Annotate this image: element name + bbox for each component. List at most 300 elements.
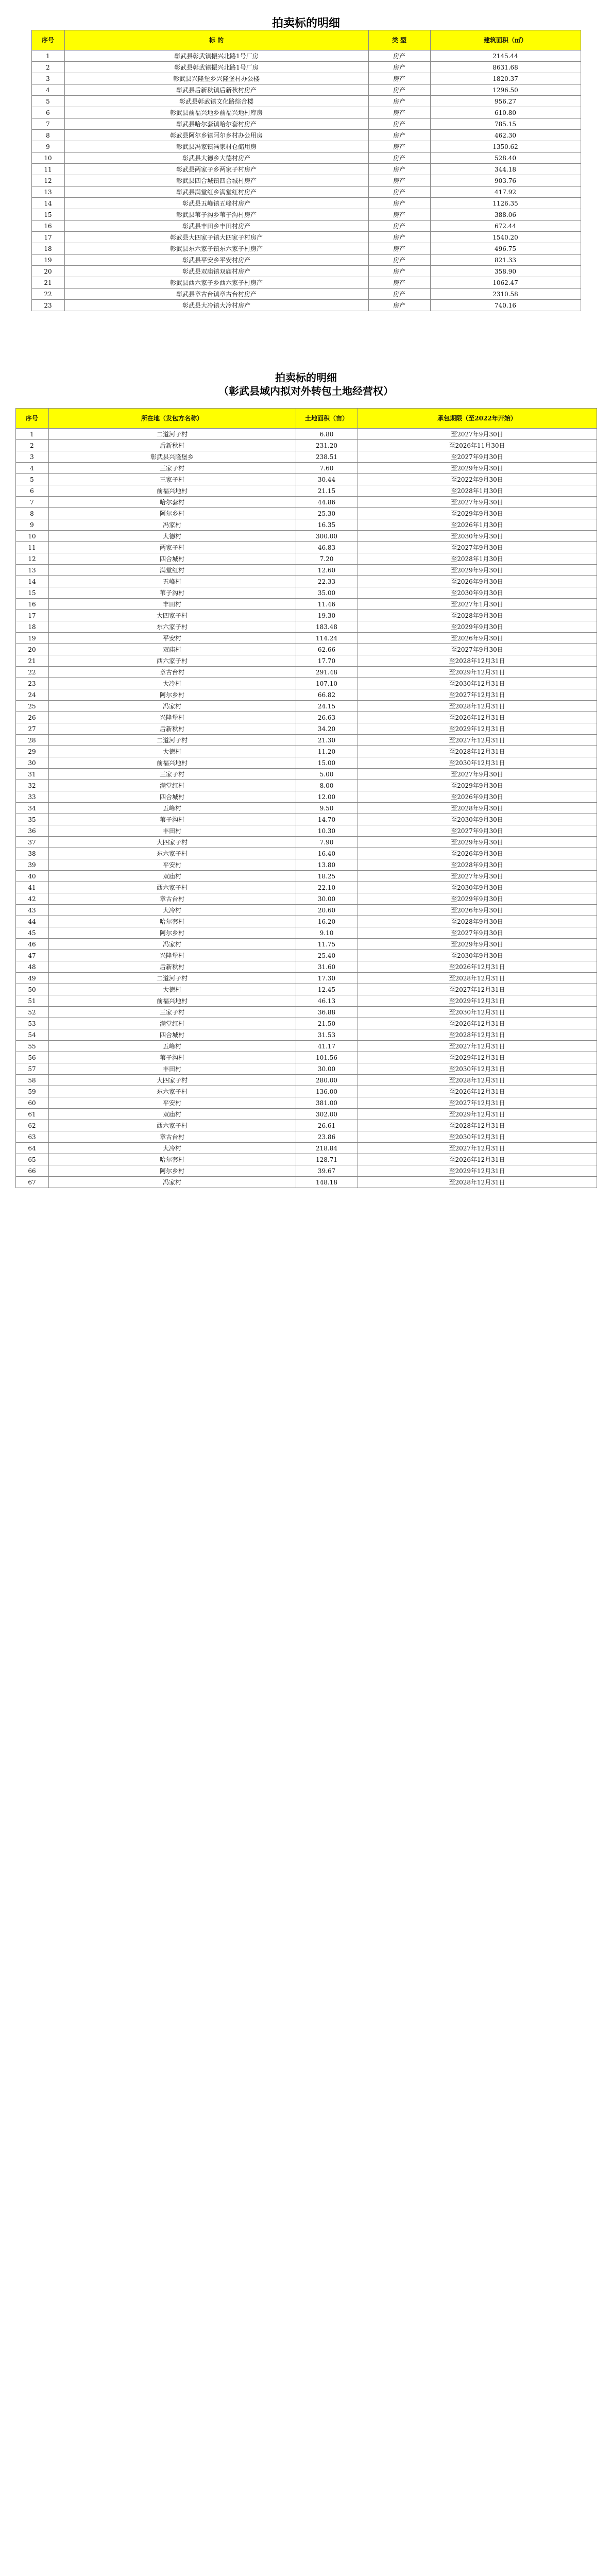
table-row <box>15 712 597 723</box>
item-type: 房产 <box>368 164 430 175</box>
item-type: 房产 <box>368 187 430 198</box>
lease-term: 至2027年12月31日 <box>358 689 597 701</box>
lease-term: 至2030年12月31日 <box>358 1063 597 1075</box>
lease-area: 30.00 <box>296 893 358 905</box>
lease-term: 至2028年12月31日 <box>358 746 597 757</box>
table2-header-row <box>15 409 597 429</box>
item-name: 彰武县后新秋镇后新秋村房产 <box>64 84 368 96</box>
table-row <box>31 289 581 300</box>
lease-term: 至2029年12月31日 <box>358 1052 597 1063</box>
row-number: 9 <box>31 141 64 152</box>
table2-subtitle: （彰武县域内拟对外转包土地经营权） <box>218 385 394 397</box>
item-type: 房产 <box>368 152 430 164</box>
table1-header-no: 序号 <box>31 30 64 50</box>
lease-area: 183.48 <box>296 621 358 633</box>
table-row <box>15 848 597 859</box>
lease-area: 291.48 <box>296 667 358 678</box>
section-gap <box>0 311 612 368</box>
lease-area: 17.70 <box>296 655 358 667</box>
lease-area: 44.86 <box>296 497 358 508</box>
row-number: 33 <box>15 791 48 803</box>
lease-area: 107.10 <box>296 678 358 689</box>
item-name: 彰武县东六家子镇东六家子村房产 <box>64 243 368 255</box>
table2-title: 拍卖标的明细 <box>275 371 337 384</box>
table-row <box>15 689 597 701</box>
item-name: 彰武县西六家子乡西六家子村房产 <box>64 277 368 289</box>
row-number: 22 <box>31 289 64 300</box>
row-number: 46 <box>15 939 48 950</box>
table-row <box>15 701 597 712</box>
lease-area: 16.40 <box>296 848 358 859</box>
lease-place: 阿尔乡村 <box>48 1165 296 1177</box>
item-type: 房产 <box>368 209 430 221</box>
table-row <box>15 508 597 519</box>
lease-term: 至2029年9月30日 <box>358 939 597 950</box>
item-area: 740.16 <box>430 300 581 311</box>
table-row <box>15 440 597 451</box>
lease-area: 11.46 <box>296 599 358 610</box>
table-row <box>31 96 581 107</box>
item-name: 彰武县冯家镇冯家村仓储用房 <box>64 141 368 152</box>
table-row <box>15 769 597 780</box>
lease-area: 20.60 <box>296 905 358 916</box>
lease-term: 至2030年9月30日 <box>358 882 597 893</box>
lease-place: 四合城村 <box>48 553 296 565</box>
lease-area: 12.60 <box>296 565 358 576</box>
lease-place: 二道河子村 <box>48 429 296 440</box>
lease-place: 冯家村 <box>48 939 296 950</box>
table-row <box>31 84 581 96</box>
row-number: 67 <box>15 1177 48 1188</box>
lease-term: 至2028年12月31日 <box>358 1177 597 1188</box>
table-row <box>15 519 597 531</box>
lease-place: 平安村 <box>48 633 296 644</box>
lease-place: 满堂红村 <box>48 1018 296 1029</box>
lease-place: 五峰村 <box>48 803 296 814</box>
row-number: 36 <box>15 825 48 837</box>
lease-area: 19.30 <box>296 610 358 621</box>
row-number: 7 <box>15 497 48 508</box>
table-row <box>15 735 597 746</box>
item-area: 1062.47 <box>430 277 581 289</box>
row-number: 47 <box>15 950 48 961</box>
table1-title: 拍卖标的明细 <box>271 16 340 30</box>
lease-area: 280.00 <box>296 1075 358 1086</box>
item-type: 房产 <box>368 266 430 277</box>
table-row <box>31 209 581 221</box>
lease-term: 至2027年9月30日 <box>358 871 597 882</box>
lease-area: 23.86 <box>296 1131 358 1143</box>
item-type: 房产 <box>368 50 430 62</box>
lease-area: 13.80 <box>296 859 358 871</box>
lease-area: 11.75 <box>296 939 358 950</box>
table-row <box>31 243 581 255</box>
row-number: 32 <box>15 780 48 791</box>
lease-area: 11.20 <box>296 746 358 757</box>
table-row <box>15 1097 597 1109</box>
item-area: 1540.20 <box>430 232 581 243</box>
lease-place: 丰田村 <box>48 599 296 610</box>
lease-term: 至2026年12月31日 <box>358 1086 597 1097</box>
lease-area: 300.00 <box>296 531 358 542</box>
table-row <box>31 255 581 266</box>
table-row <box>31 152 581 164</box>
item-type: 房产 <box>368 255 430 266</box>
row-number: 35 <box>15 814 48 825</box>
row-number: 49 <box>15 973 48 984</box>
lease-term: 至2030年9月30日 <box>358 531 597 542</box>
lease-area: 10.30 <box>296 825 358 837</box>
item-area: 1820.37 <box>430 73 581 84</box>
item-name: 彰武县四合城镇四合城村房产 <box>64 175 368 187</box>
item-type: 房产 <box>368 73 430 84</box>
row-number: 15 <box>15 587 48 599</box>
item-type: 房产 <box>368 198 430 209</box>
lease-term: 至2026年9月30日 <box>358 905 597 916</box>
row-number: 2 <box>15 440 48 451</box>
row-number: 7 <box>31 118 64 130</box>
lease-place: 彰武县兴隆堡乡 <box>48 451 296 463</box>
row-number: 57 <box>15 1063 48 1075</box>
item-name: 彰武县前福兴地乡前福兴地村库房 <box>64 107 368 118</box>
row-number: 18 <box>31 243 64 255</box>
lease-area: 21.50 <box>296 1018 358 1029</box>
lease-term: 至2029年12月31日 <box>358 667 597 678</box>
lease-term: 至2027年9月30日 <box>358 644 597 655</box>
lease-place: 后新秋村 <box>48 961 296 973</box>
lease-term: 至2026年9月30日 <box>358 633 597 644</box>
table-row <box>31 198 581 209</box>
table-row <box>31 130 581 141</box>
table-row <box>15 837 597 848</box>
table-row <box>15 531 597 542</box>
lease-term: 至2028年12月31日 <box>358 655 597 667</box>
item-name: 彰武县章古台镇章古台村房产 <box>64 289 368 300</box>
item-type: 房产 <box>368 243 430 255</box>
lease-term: 至2029年9月30日 <box>358 565 597 576</box>
lease-term: 至2030年9月30日 <box>358 587 597 599</box>
row-number: 58 <box>15 1075 48 1086</box>
item-area: 417.92 <box>430 187 581 198</box>
lease-area: 14.70 <box>296 814 358 825</box>
lease-term: 至2028年1月30日 <box>358 553 597 565</box>
table-row <box>15 1052 597 1063</box>
table-row <box>15 1086 597 1097</box>
lease-term: 至2030年9月30日 <box>358 950 597 961</box>
table-row <box>31 266 581 277</box>
table2-header-area: 土地面积（亩） <box>296 409 358 429</box>
item-area: 610.80 <box>430 107 581 118</box>
table-row <box>15 667 597 678</box>
row-number: 16 <box>31 221 64 232</box>
table-row <box>15 961 597 973</box>
item-name: 彰武县彰武镇振兴北路1号厂房 <box>64 50 368 62</box>
table-row <box>15 610 597 621</box>
item-area: 8631.68 <box>430 62 581 73</box>
row-number: 43 <box>15 905 48 916</box>
table-row <box>15 927 597 939</box>
row-number: 27 <box>15 723 48 735</box>
lease-term: 至2027年9月30日 <box>358 542 597 553</box>
lease-area: 21.15 <box>296 485 358 497</box>
lease-place: 大四家子村 <box>48 610 296 621</box>
table1-header-type: 类 型 <box>368 30 430 50</box>
lease-place: 三家子村 <box>48 474 296 485</box>
lease-area: 30.44 <box>296 474 358 485</box>
row-number: 19 <box>31 255 64 266</box>
table-row <box>15 916 597 927</box>
lease-term: 至2026年12月31日 <box>358 1154 597 1165</box>
lease-area: 31.53 <box>296 1029 358 1041</box>
row-number: 40 <box>15 871 48 882</box>
lease-term: 至2027年12月31日 <box>358 1143 597 1154</box>
lease-term: 至2028年9月30日 <box>358 859 597 871</box>
item-type: 房产 <box>368 62 430 73</box>
lease-area: 16.35 <box>296 519 358 531</box>
lease-term: 至2026年9月30日 <box>358 791 597 803</box>
table-row <box>15 542 597 553</box>
table-row <box>15 939 597 950</box>
lease-place: 前福兴地村 <box>48 757 296 769</box>
row-number: 21 <box>15 655 48 667</box>
item-name: 彰武县彰武镇文化路综合楼 <box>64 96 368 107</box>
row-number: 60 <box>15 1097 48 1109</box>
table-row <box>15 1007 597 1018</box>
row-number: 5 <box>15 474 48 485</box>
lease-place: 阿尔乡村 <box>48 689 296 701</box>
row-number: 4 <box>15 463 48 474</box>
lease-area: 24.15 <box>296 701 358 712</box>
lease-place: 苇子沟村 <box>48 814 296 825</box>
lease-area: 25.30 <box>296 508 358 519</box>
lease-area: 7.60 <box>296 463 358 474</box>
lease-term: 至2027年12月31日 <box>358 735 597 746</box>
table2-title-block <box>0 368 612 408</box>
item-area: 2145.44 <box>430 50 581 62</box>
table-row <box>15 599 597 610</box>
item-area: 1126.35 <box>430 198 581 209</box>
item-type: 房产 <box>368 141 430 152</box>
lease-area: 7.20 <box>296 553 358 565</box>
lease-area: 18.25 <box>296 871 358 882</box>
item-type: 房产 <box>368 107 430 118</box>
table-row <box>15 950 597 961</box>
table-row <box>15 746 597 757</box>
table-row <box>15 882 597 893</box>
lease-place: 四合城村 <box>48 791 296 803</box>
lease-place: 东六家子村 <box>48 1086 296 1097</box>
lease-area: 62.66 <box>296 644 358 655</box>
lease-place: 三家子村 <box>48 1007 296 1018</box>
lease-area: 5.00 <box>296 769 358 780</box>
table-row <box>31 62 581 73</box>
lease-term: 至2028年12月31日 <box>358 701 597 712</box>
lease-term: 至2029年12月31日 <box>358 995 597 1007</box>
lease-area: 15.00 <box>296 757 358 769</box>
lease-area: 7.90 <box>296 837 358 848</box>
table-row <box>15 1109 597 1120</box>
table2-header-no: 序号 <box>15 409 48 429</box>
table-row <box>15 859 597 871</box>
item-area: 903.76 <box>430 175 581 187</box>
row-number: 2 <box>31 62 64 73</box>
lease-area: 16.20 <box>296 916 358 927</box>
lease-term: 至2026年1月30日 <box>358 519 597 531</box>
row-number: 13 <box>15 565 48 576</box>
item-name: 彰武县兴隆堡乡兴隆堡村办公楼 <box>64 73 368 84</box>
lease-term: 至2027年12月31日 <box>358 984 597 995</box>
row-number: 13 <box>31 187 64 198</box>
lease-term: 至2030年12月31日 <box>358 757 597 769</box>
lease-place: 哈尔套村 <box>48 1154 296 1165</box>
lease-place: 苇子沟村 <box>48 587 296 599</box>
lease-place: 苇子沟村 <box>48 1052 296 1063</box>
lease-term: 至2029年12月31日 <box>358 1165 597 1177</box>
document-sheet <box>0 0 612 1188</box>
lease-term: 至2029年9月30日 <box>358 893 597 905</box>
lease-place: 满堂红村 <box>48 565 296 576</box>
item-name: 彰武县满堂红乡满堂红村房产 <box>64 187 368 198</box>
item-type: 房产 <box>368 289 430 300</box>
lease-area: 66.82 <box>296 689 358 701</box>
lease-area: 136.00 <box>296 1086 358 1097</box>
lease-place: 大德村 <box>48 746 296 757</box>
lease-place: 二道河子村 <box>48 735 296 746</box>
lease-place: 西六家子村 <box>48 882 296 893</box>
lease-place: 前福兴地村 <box>48 995 296 1007</box>
row-number: 30 <box>15 757 48 769</box>
row-number: 65 <box>15 1154 48 1165</box>
table-row <box>15 678 597 689</box>
lease-place: 冯家村 <box>48 701 296 712</box>
lease-term: 至2027年9月30日 <box>358 429 597 440</box>
item-name: 彰武县大德乡大德村房产 <box>64 152 368 164</box>
lease-term: 至2029年9月30日 <box>358 837 597 848</box>
item-area: 358.90 <box>430 266 581 277</box>
table-row <box>15 995 597 1007</box>
row-number: 1 <box>31 50 64 62</box>
row-number: 59 <box>15 1086 48 1097</box>
lease-place: 章古台村 <box>48 893 296 905</box>
table-row <box>15 576 597 587</box>
lease-place: 大德村 <box>48 984 296 995</box>
item-name: 彰武县苇子沟乡苇子沟村房产 <box>64 209 368 221</box>
lease-area: 9.10 <box>296 927 358 939</box>
lease-term: 至2028年9月30日 <box>358 916 597 927</box>
lease-place: 五峰村 <box>48 576 296 587</box>
lease-area: 46.13 <box>296 995 358 1007</box>
lease-place: 冯家村 <box>48 1177 296 1188</box>
item-area: 785.15 <box>430 118 581 130</box>
table-row <box>31 164 581 175</box>
table-row <box>15 655 597 667</box>
lease-term: 至2028年12月31日 <box>358 1075 597 1086</box>
lease-term: 至2030年12月31日 <box>358 1007 597 1018</box>
lease-place: 阿尔乡村 <box>48 508 296 519</box>
row-number: 23 <box>15 678 48 689</box>
lease-area: 381.00 <box>296 1097 358 1109</box>
lease-area: 22.10 <box>296 882 358 893</box>
row-number: 31 <box>15 769 48 780</box>
item-type: 房产 <box>368 175 430 187</box>
item-area: 388.06 <box>430 209 581 221</box>
table-row <box>31 232 581 243</box>
lease-area: 26.61 <box>296 1120 358 1131</box>
lease-place: 后新秋村 <box>48 723 296 735</box>
table-row <box>15 780 597 791</box>
row-number: 5 <box>31 96 64 107</box>
lease-place: 两家子村 <box>48 542 296 553</box>
row-number: 28 <box>15 735 48 746</box>
table-row <box>15 791 597 803</box>
row-number: 12 <box>31 175 64 187</box>
lease-place: 平安村 <box>48 859 296 871</box>
item-area: 672.44 <box>430 221 581 232</box>
item-name: 彰武县两家子乡两家子村房产 <box>64 164 368 175</box>
lease-area: 6.80 <box>296 429 358 440</box>
row-number: 3 <box>15 451 48 463</box>
table-row <box>31 107 581 118</box>
lease-area: 148.18 <box>296 1177 358 1188</box>
row-number: 18 <box>15 621 48 633</box>
table-row <box>15 485 597 497</box>
lease-term: 至2026年11月30日 <box>358 440 597 451</box>
row-number: 3 <box>31 73 64 84</box>
lease-place: 双庙村 <box>48 644 296 655</box>
lease-area: 17.30 <box>296 973 358 984</box>
lease-term: 至2029年12月31日 <box>358 723 597 735</box>
lease-term: 至2029年9月30日 <box>358 508 597 519</box>
item-name: 彰武县双庙镇双庙村房产 <box>64 266 368 277</box>
lease-term: 至2026年12月31日 <box>358 1018 597 1029</box>
lease-term: 至2028年12月31日 <box>358 1029 597 1041</box>
table-row <box>31 175 581 187</box>
item-name: 彰武县哈尔套镇哈尔套村房产 <box>64 118 368 130</box>
item-area: 528.40 <box>430 152 581 164</box>
row-number: 4 <box>31 84 64 96</box>
lease-term: 至2028年9月30日 <box>358 803 597 814</box>
table-row <box>15 1120 597 1131</box>
row-number: 12 <box>15 553 48 565</box>
row-number: 48 <box>15 961 48 973</box>
lease-area: 46.83 <box>296 542 358 553</box>
land-lease-table <box>15 408 597 1188</box>
table-row <box>15 825 597 837</box>
row-number: 53 <box>15 1018 48 1029</box>
lease-place: 西六家子村 <box>48 1120 296 1131</box>
lease-place: 四合城村 <box>48 1029 296 1041</box>
lease-area: 12.00 <box>296 791 358 803</box>
lease-place: 二道河子村 <box>48 973 296 984</box>
lease-place: 大四家子村 <box>48 1075 296 1086</box>
table-row <box>15 973 597 984</box>
lease-area: 114.24 <box>296 633 358 644</box>
table-row <box>15 429 597 440</box>
lease-place: 大冷村 <box>48 1143 296 1154</box>
lease-term: 至2027年9月30日 <box>358 825 597 837</box>
row-number: 29 <box>15 746 48 757</box>
lease-area: 30.00 <box>296 1063 358 1075</box>
table-row <box>15 1041 597 1052</box>
row-number: 41 <box>15 882 48 893</box>
lease-term: 至2028年1月30日 <box>358 485 597 497</box>
table-row <box>15 587 597 599</box>
table1-header-name: 标 的 <box>64 30 368 50</box>
table-row <box>31 118 581 130</box>
lease-place: 双庙村 <box>48 871 296 882</box>
lease-area: 231.20 <box>296 440 358 451</box>
table1-header-area: 建筑面积（㎡） <box>430 30 581 50</box>
